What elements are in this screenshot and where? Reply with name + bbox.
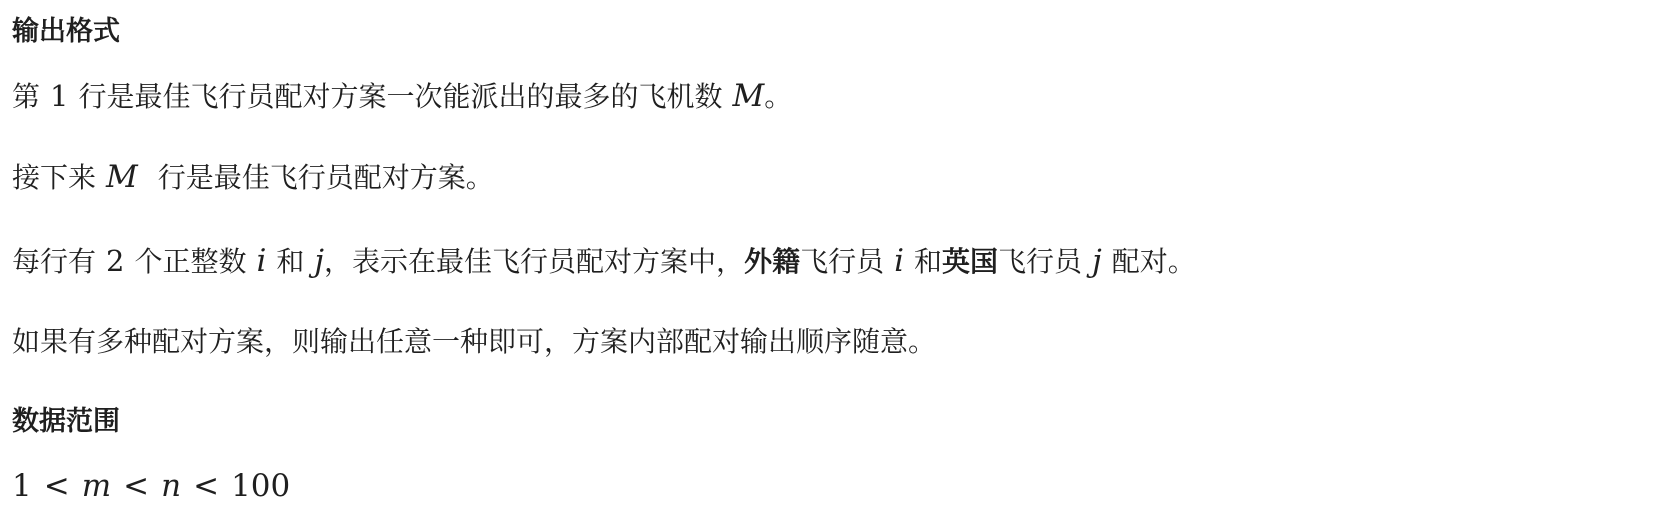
line3-var-j2: j — [1092, 243, 1102, 279]
line2-pre: 接下来 — [12, 161, 97, 194]
line3-mid1: 个正整数 — [134, 245, 247, 278]
line1-post: 行是最佳飞行员配对方案一次能派出的最多的飞机数 — [78, 80, 723, 113]
line3-bold-foreign: 外籍 — [744, 245, 801, 278]
range-var-n: n — [161, 468, 182, 504]
line2-var-m: M — [106, 159, 138, 195]
output-line-4: 如果有多种配对方案，则输出任意一种即可，方案内部配对输出顺序随意。 — [12, 325, 937, 358]
line3-and: 和 — [276, 245, 305, 278]
line3-var-j: j — [314, 243, 325, 279]
line1-pre: 第 — [12, 80, 41, 113]
line3-num: 2 — [106, 244, 125, 278]
line3-mid4: 飞行员 — [998, 245, 1083, 278]
line3-mid2: ，表示在最佳飞行员配对方案中， — [324, 245, 745, 278]
line1-end: 。 — [764, 80, 793, 113]
range-upper: 100 — [231, 468, 291, 504]
line3-var-i2: i — [894, 243, 905, 279]
data-range-heading: 数据范围 — [12, 406, 120, 437]
line3-bold-british: 英国 — [942, 245, 999, 278]
range-lower: 1 — [12, 468, 32, 504]
range-var-m: m — [81, 468, 112, 504]
output-line-3 — [12, 241, 1196, 282]
range-lt-2: < — [123, 468, 150, 504]
line1-num: 1 — [50, 79, 69, 113]
range-lt-3: < — [193, 468, 220, 504]
line3-and2: 和 — [914, 245, 943, 278]
line1-var-m: M — [732, 78, 765, 114]
range-lt-1: < — [43, 468, 70, 504]
output-format-heading: 输出格式 — [12, 16, 120, 47]
line3-pre: 每行有 — [12, 245, 97, 278]
data-range-formula — [12, 466, 290, 506]
output-line-1 — [12, 76, 792, 117]
line3-var-i: i — [256, 243, 267, 279]
output-line-2 — [12, 157, 494, 198]
line2-post: 行是最佳飞行员配对方案。 — [157, 161, 494, 194]
line3-mid3: 飞行员 — [800, 245, 885, 278]
line3-end: 配对。 — [1111, 245, 1196, 278]
